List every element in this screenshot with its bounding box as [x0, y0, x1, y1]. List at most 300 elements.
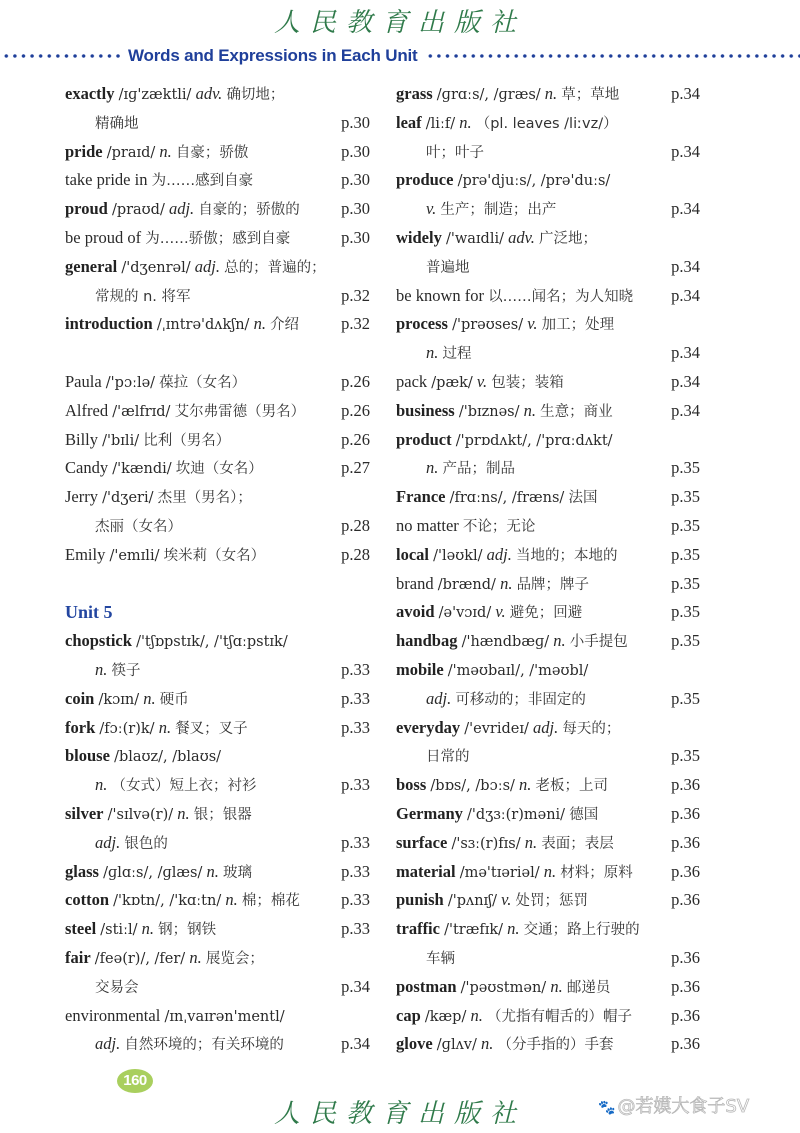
headword: general	[65, 256, 118, 276]
section-header	[0, 42, 800, 70]
section-title: Words and Expressions in Each Unit	[128, 46, 418, 65]
meaning: 坎迪（女名）	[175, 461, 263, 478]
headword: fork	[65, 717, 96, 737]
entry-continuation	[65, 1030, 370, 1059]
entry-text	[65, 829, 168, 858]
part-of-speech: n.	[524, 832, 538, 852]
headword: widely	[396, 227, 442, 247]
phonetic: /'dʒɜː(r)məni/	[467, 806, 566, 823]
paw-icon: 🐾	[598, 1100, 616, 1116]
vocab-entry	[396, 426, 700, 455]
page-ref: p.30	[341, 227, 370, 247]
headword: introduction	[65, 314, 153, 334]
part-of-speech: n.	[507, 919, 520, 939]
meaning: 法国	[568, 490, 598, 507]
headword: pride	[65, 141, 103, 161]
page-ref: p.36	[671, 803, 700, 823]
vocab-entry	[65, 310, 370, 339]
vocab-entry	[65, 80, 370, 109]
watermark	[598, 1092, 749, 1118]
entry-text	[396, 742, 470, 771]
page-ref: p.33	[341, 688, 370, 708]
page-ref: p.36	[671, 1034, 700, 1054]
phonetic: /'hændbæɡ/	[461, 634, 550, 651]
entry-text	[65, 973, 139, 1002]
entry-text	[396, 166, 610, 195]
meaning: 产品；制品	[442, 461, 515, 478]
phonetic: /ə'vɔɪd/	[438, 605, 492, 622]
headword: fair	[65, 947, 91, 967]
part-of-speech: v.	[527, 314, 538, 334]
vocab-entry	[65, 195, 370, 224]
entry-continuation	[396, 253, 700, 282]
phonetic: /ɡrɑːs/, /ɡræs/	[436, 87, 541, 103]
unit-heading	[65, 598, 370, 627]
page-ref: p.26	[341, 400, 370, 420]
headword: mobile	[396, 659, 444, 679]
phonetic: /'ləʊkl/	[433, 547, 483, 564]
entry-continuation	[65, 109, 370, 138]
entry-text	[396, 282, 633, 311]
entry-text	[396, 915, 640, 944]
headword: cotton	[65, 890, 109, 910]
vocab-entry	[65, 886, 370, 915]
vocab-entry	[396, 627, 700, 656]
page-ref: p.34	[671, 256, 700, 276]
entry-text	[396, 253, 470, 282]
phonetic: /'bɪli/	[102, 432, 140, 449]
entry-text	[65, 483, 252, 512]
phonetic: /ɡlɑːs/, /ɡlæs/	[103, 864, 203, 881]
entry-continuation	[65, 771, 370, 800]
phonetic: /praʊd/	[111, 202, 165, 219]
entry-text	[396, 512, 535, 541]
vocab-entry	[396, 310, 700, 339]
meaning: 加工；处理	[541, 317, 615, 334]
meaning: 餐叉；叉子	[175, 720, 248, 737]
page-ref: p.34	[671, 84, 700, 103]
phonetic: /prə'djuːs/, /prə'duːs/	[457, 173, 611, 190]
meaning: 广泛地；	[538, 230, 597, 247]
entry-continuation	[396, 138, 700, 167]
entry-continuation	[396, 944, 700, 973]
vocab-entry	[396, 541, 700, 570]
page-ref: p.34	[341, 1034, 370, 1054]
vocab-entry	[396, 714, 700, 743]
meaning: 银；银器	[193, 806, 252, 823]
page-ref: p.26	[341, 371, 370, 391]
phonetic: /'pəʊstmən/	[460, 979, 547, 996]
vocab-entry	[65, 541, 370, 570]
phonetic: /'pɔːlə/	[105, 374, 156, 391]
vocab-entry	[65, 714, 370, 743]
phonetic: /'ælfrɪd/	[112, 403, 171, 420]
phonetic: /'tʃɒpstɪk/, /'tʃɑːpstɪk/	[136, 634, 288, 651]
entry-text	[65, 858, 252, 887]
meaning: 展览会；	[205, 950, 264, 967]
meaning: 生产；制造；出产	[440, 202, 557, 219]
entry-continuation	[65, 282, 370, 311]
part-of-speech: adj.	[486, 544, 512, 564]
entry-text	[65, 454, 263, 483]
headword: produce	[396, 170, 454, 190]
phonetic: /'emɪli/	[109, 547, 160, 564]
entry-continuation	[396, 339, 700, 368]
part-of-speech: n.	[177, 803, 190, 823]
meaning: 比利（男名）	[143, 432, 231, 449]
entry-text	[396, 368, 564, 397]
vocab-entry	[396, 973, 700, 1002]
phonetic: /ɡlʌv/	[436, 1037, 477, 1054]
meaning: 普遍地	[426, 259, 470, 276]
phonetic: /praɪd/	[106, 144, 156, 161]
page-ref: p.36	[671, 832, 700, 852]
meaning: 当地的；本地的	[515, 547, 618, 564]
page-ref: p.35	[671, 688, 700, 708]
vocab-entry	[65, 397, 370, 426]
headword: surface	[396, 832, 448, 852]
part-of-speech: n.	[143, 688, 156, 708]
phonetic: /'træfɪk/	[444, 922, 504, 939]
part-of-speech: n.	[519, 775, 532, 795]
vocab-entry	[396, 656, 700, 685]
entry-text	[396, 310, 614, 339]
part-of-speech: adj.	[95, 1034, 121, 1054]
meaning: （分手指的）手套	[497, 1037, 614, 1054]
page-ref: p.34	[671, 141, 700, 161]
page-ref: p.32	[341, 285, 370, 305]
entry-text	[65, 627, 288, 656]
phonetic: /kæp/	[424, 1008, 467, 1025]
phonetic: /mə'tɪəriəl/	[459, 864, 540, 881]
entry-text	[396, 541, 617, 570]
vocab-entry	[396, 282, 700, 311]
page-ref: p.33	[341, 775, 370, 795]
unit-title: Unit 5	[65, 602, 113, 623]
headword: blouse	[65, 746, 110, 766]
meaning: 硬币	[159, 691, 189, 708]
headword: everyday	[396, 717, 461, 737]
entry-text	[396, 800, 598, 829]
vocab-entry	[65, 627, 370, 656]
entry-text	[396, 858, 633, 887]
entry-text	[65, 368, 246, 397]
entry-text	[65, 282, 191, 311]
meaning: 为……骄傲；感到自豪	[145, 230, 291, 247]
entry-text	[396, 224, 597, 253]
entry-text	[65, 426, 230, 455]
meaning: 处罚；惩罚	[515, 893, 588, 910]
entry-text	[396, 397, 613, 426]
vocab-entry	[65, 454, 370, 483]
entry-text	[396, 138, 484, 167]
entry-text	[65, 512, 182, 541]
entry-text	[396, 944, 455, 973]
page-ref: p.34	[671, 343, 700, 363]
meaning: （pl. leaves /liːvz/）	[475, 115, 618, 132]
page-ref: p.28	[341, 544, 370, 564]
entry-text	[65, 800, 252, 829]
part-of-speech: n.	[95, 659, 108, 679]
entry-text	[396, 829, 614, 858]
page-ref: p.33	[341, 890, 370, 910]
entry-text	[396, 627, 628, 656]
entry-text	[396, 771, 608, 800]
vocab-entry	[65, 426, 370, 455]
entry-text	[65, 886, 300, 915]
vocab-entry	[396, 598, 700, 627]
headword: product	[396, 429, 452, 449]
page-ref: p.30	[341, 112, 370, 132]
phonetic: /'sɜː(r)fɪs/	[451, 835, 521, 852]
page-ref: p.35	[671, 602, 700, 622]
page-ref: p.36	[671, 861, 700, 881]
vocab-entry	[396, 109, 700, 138]
part-of-speech: n.	[470, 1005, 483, 1025]
headword: France	[396, 487, 446, 507]
entry-text	[65, 397, 305, 426]
page-ref: p.34	[341, 976, 370, 996]
headword: chopstick	[65, 631, 132, 651]
headword: Germany	[396, 803, 463, 823]
right-column	[396, 80, 700, 1059]
meaning: 小手提包	[569, 634, 628, 651]
vocab-entry	[396, 80, 700, 109]
phonetic: /feə(r)/, /fer/	[94, 950, 186, 967]
meaning: 品牌；牌子	[516, 576, 590, 593]
headword: business	[396, 400, 455, 420]
meaning: 不论；无论	[462, 518, 536, 535]
page-ref: p.36	[671, 947, 700, 967]
page-ref: p.26	[341, 429, 370, 449]
vocab-entry	[396, 397, 700, 426]
meaning: 自豪；骄傲	[175, 144, 249, 161]
headword: cap	[396, 1005, 421, 1025]
headword: glass	[65, 861, 99, 881]
page-ref: p.35	[671, 544, 700, 564]
meaning: 杰里（男名）；	[157, 490, 252, 507]
page-ref: p.34	[671, 400, 700, 420]
meaning: 葆拉（女名）	[159, 374, 247, 391]
part-of-speech: n.	[543, 861, 557, 881]
phonetic: /'pʌnɪʃ/	[447, 893, 497, 910]
vocab-entry	[65, 858, 370, 887]
part-of-speech: adj.	[194, 256, 220, 276]
publisher-logo-top: 人民教育出版社	[273, 8, 526, 38]
meaning: 老板；上司	[535, 778, 609, 795]
entry-text	[65, 109, 139, 138]
entry-text	[65, 742, 221, 771]
vocab-entry	[396, 771, 700, 800]
page-ref: p.33	[341, 919, 370, 939]
vocab-entry	[396, 858, 700, 887]
headword: exactly	[65, 84, 115, 103]
phonetic: /bɒs/, /bɔːs/	[430, 778, 515, 795]
headword: postman	[396, 976, 457, 996]
vocab-entry	[396, 915, 700, 944]
entry-text	[396, 1002, 632, 1031]
vocab-entry	[396, 1030, 700, 1059]
page-ref: p.32	[341, 314, 370, 334]
page-ref: p.33	[341, 861, 370, 881]
meaning: 过程	[442, 346, 472, 363]
headword: Jerry	[65, 487, 98, 507]
entry-text	[396, 339, 472, 368]
meaning: 介绍	[270, 317, 300, 334]
vocab-entry	[65, 742, 370, 771]
vocab-entry	[396, 570, 700, 599]
vocab-entry	[65, 368, 370, 397]
meaning: 材料；原料	[560, 864, 633, 881]
phonetic: /frɑːns/, /fræns/	[449, 490, 565, 507]
meaning: 草；草地	[561, 87, 620, 103]
page-ref: p.36	[671, 1005, 700, 1025]
entry-text	[396, 109, 618, 138]
page-ref: p.35	[671, 515, 700, 535]
meaning: 艾尔弗雷德（男名）	[174, 403, 306, 420]
vocab-entry	[65, 685, 370, 714]
meaning: 银色的	[124, 835, 168, 852]
headword: process	[396, 314, 448, 334]
entry-text	[65, 714, 248, 743]
entry-text	[65, 138, 248, 167]
entry-text	[396, 195, 556, 224]
phonetic: /'məʊbaɪl/, /'məʊbl/	[447, 662, 589, 679]
vocab-entry	[396, 368, 700, 397]
part-of-speech: v.	[426, 199, 437, 219]
meaning: （女式）短上衣；衬衫	[111, 778, 257, 795]
headword: leaf	[396, 112, 422, 132]
headword: be proud of	[65, 227, 142, 247]
meaning: 德国	[569, 806, 599, 823]
phonetic: /'dʒenrəl/	[121, 259, 191, 276]
phonetic: /ɪɡ'zæktli/	[118, 87, 192, 103]
part-of-speech: adj.	[168, 199, 195, 219]
entry-text	[65, 656, 141, 685]
entry-text	[396, 656, 588, 685]
phonetic: /ɪnˌvaɪrən'mentl/	[164, 1008, 285, 1025]
page-ref: p.35	[671, 746, 700, 766]
entry-text	[396, 483, 597, 512]
vocab-entry	[396, 886, 700, 915]
part-of-speech: v.	[501, 890, 512, 910]
part-of-speech: n.	[459, 112, 472, 132]
headword: be known for	[396, 285, 484, 305]
entry-text	[396, 685, 586, 714]
entry-text	[65, 253, 326, 282]
headword: Billy	[65, 429, 99, 449]
entry-continuation	[396, 454, 700, 483]
headword: boss	[396, 775, 427, 795]
phonetic: /'evrideɪ/	[464, 720, 529, 737]
meaning: （尤指有帽舌的）帽子	[486, 1008, 632, 1025]
phonetic: /'kændi/	[112, 461, 172, 478]
meaning: 邮递员	[566, 979, 611, 996]
headword: handbag	[396, 631, 458, 651]
meaning: 交通；路上行驶的	[523, 922, 640, 939]
vocab-entry	[396, 224, 700, 253]
page-ref: p.27	[341, 458, 370, 478]
entry-text	[396, 598, 582, 627]
part-of-speech: n.	[550, 976, 563, 996]
headword: coin	[65, 688, 95, 708]
vocab-entry	[65, 253, 370, 282]
page-number-badge: 160	[117, 1069, 153, 1093]
vocab-entry	[65, 224, 370, 253]
meaning: 钢；钢铁	[158, 922, 217, 939]
part-of-speech: n.	[225, 890, 238, 910]
headword: Candy	[65, 458, 109, 478]
meaning: 确切地；	[226, 87, 285, 103]
page-ref: p.30	[341, 199, 370, 219]
vocab-entry	[396, 800, 700, 829]
phonetic: /'prəʊses/	[452, 317, 524, 334]
entry-continuation	[65, 512, 370, 541]
part-of-speech: n.	[426, 343, 439, 363]
phonetic: /stiːl/	[100, 922, 138, 939]
page-ref: p.33	[341, 832, 370, 852]
entry-text	[396, 426, 613, 455]
part-of-speech: n.	[95, 775, 108, 795]
part-of-speech: adj.	[95, 832, 121, 852]
entry-text	[65, 944, 264, 973]
entry-continuation	[65, 829, 370, 858]
dotted-rule-right	[426, 54, 800, 58]
entry-text	[396, 570, 589, 599]
vocab-entry	[65, 944, 370, 973]
meaning: 自然环境的；有关环境的	[124, 1037, 284, 1054]
meaning: 包装；装箱	[491, 374, 564, 391]
vocab-entry	[65, 800, 370, 829]
meaning: 以……闻名；为人知晓	[488, 288, 634, 305]
phonetic: /'sɪlvə(r)/	[107, 806, 174, 823]
entry-continuation	[396, 742, 700, 771]
part-of-speech: n.	[553, 631, 566, 651]
vocab-entry	[65, 138, 370, 167]
meaning: 车辆	[426, 950, 455, 967]
part-of-speech: adj.	[533, 717, 559, 737]
part-of-speech: adv.	[195, 84, 223, 103]
phonetic: /ˌɪntrə'dʌkʃn/	[156, 317, 250, 334]
headword: pack	[396, 371, 428, 391]
meaning: 埃米莉（女名）	[163, 547, 266, 564]
meaning: 自豪的；骄傲的	[198, 202, 300, 219]
vocab-entry	[65, 1002, 370, 1031]
entry-continuation	[396, 195, 700, 224]
headword: silver	[65, 803, 104, 823]
headword: steel	[65, 919, 97, 939]
meaning: 可移动的；非固定的	[455, 691, 586, 708]
headword: material	[396, 861, 456, 881]
entry-continuation	[65, 656, 370, 685]
phonetic: /'waɪdli/	[445, 230, 504, 247]
page-ref: p.33	[341, 717, 370, 737]
dotted-rule-left	[2, 54, 120, 58]
meaning: 叶；叶子	[426, 144, 484, 161]
vocab-entry	[65, 483, 370, 512]
meaning: 玻璃	[222, 864, 252, 881]
phonetic: /brænd/	[437, 576, 496, 593]
phonetic: /blaʊz/, /blaʊs/	[114, 749, 222, 766]
page-ref: p.34	[671, 199, 700, 219]
part-of-speech: adj.	[426, 688, 452, 708]
entry-text	[65, 915, 216, 944]
page-ref: p.35	[671, 487, 700, 507]
page-ref: p.36	[671, 976, 700, 996]
headword: Alfred	[65, 400, 109, 420]
vocab-entry	[396, 1002, 700, 1031]
meaning: 精确地	[95, 115, 139, 132]
